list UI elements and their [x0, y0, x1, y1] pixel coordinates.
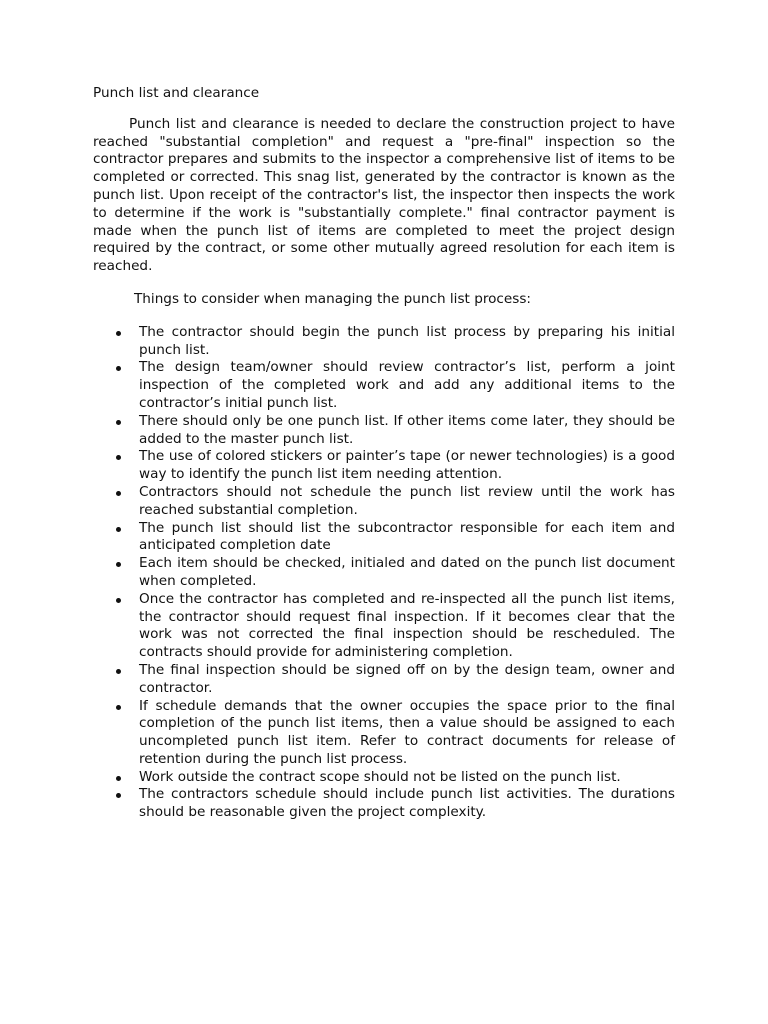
document-title: Punch list and clearance	[93, 85, 260, 101]
list-item	[93, 359, 675, 412]
list-item	[93, 413, 675, 449]
list-item-text: The final inspection should be signed off on by the design team, owner and contractor.	[139, 661, 675, 696]
bullet-icon	[116, 420, 121, 425]
bullet-icon	[116, 527, 121, 532]
list-item-text: The contractor should begin the punch list process by preparing his initial punch list.	[139, 323, 675, 358]
list-item-text: The contractors schedule should include punch list activities. The durations should be reasonable given the project complexity.	[139, 786, 675, 821]
document-page	[93, 85, 675, 822]
list-item-text: Contractors should not schedule the punch list review until the work has reached substantial completion.	[139, 483, 675, 518]
list-item-text: Once the contractor has completed and re-inspected all the punch list items, the contractor should request final inspection. If it becomes clear that the work was not corrected the final inspection should be rescheduled. The contracts should provide for administering completion.	[139, 590, 675, 661]
list-item-text: Work outside the contract scope should not be listed on the punch list.	[139, 768, 621, 785]
list-item-text: The use of colored stickers or painter’s tape (or newer technologies) is a good way to identify the punch list item needing attention.	[139, 448, 675, 483]
bullet-icon	[116, 491, 121, 496]
bullet-icon	[116, 793, 121, 798]
list-item	[93, 484, 675, 520]
bullet-icon	[116, 598, 121, 603]
bullet-icon	[116, 669, 121, 674]
bullet-icon	[116, 705, 121, 710]
list-item	[93, 591, 675, 662]
list-item-text: There should only be one punch list. If other items come later, they should be added to the master punch list.	[139, 412, 675, 447]
list-item	[93, 698, 675, 769]
list-item-text: The punch list should list the subcontractor responsible for each item and anticipated completion date	[139, 519, 675, 554]
list-item-text: If schedule demands that the owner occupies the space prior to the final completion of the punch list items, then a value should be assigned to each uncompleted punch list item. Refer to contract documents for release of retention during the punch list process.	[139, 697, 675, 767]
list-lead-in: Things to consider when managing the punch list process:	[134, 290, 532, 307]
list-item	[93, 448, 675, 484]
bullet-icon	[116, 562, 121, 567]
list-item-text: The design team/owner should review contractor’s list, perform a joint inspection of the completed work and add any additional items to the contractor’s initial punch list.	[139, 359, 675, 411]
list-item-text: Each item should be checked, initialed and dated on the punch list document when completed.	[139, 555, 675, 589]
bullet-list	[93, 324, 675, 822]
bullet-icon	[116, 455, 121, 460]
intro-paragraph: Punch list and clearance is needed to declare the construction project to have reached "substantial completion" and request a "pre-final" inspection so the contractor prepares and submits to the inspector a comprehensive list of items to be completed or corrected. This snag list, generated by the contractor is known as the punch list. Upon receipt of the contractor's list, the inspector then inspects the work to determine if the work is "substantially complete." final contractor payment is made when the punch list of items are completed to meet the project design required by the contract, or some other mutually agreed resolution for each item is reached.	[93, 115, 675, 275]
list-item	[93, 769, 675, 787]
bullet-icon	[116, 331, 121, 336]
list-item	[93, 324, 675, 360]
list-item	[93, 555, 675, 591]
bullet-icon	[116, 366, 121, 371]
list-item	[93, 520, 675, 556]
list-item	[93, 786, 675, 822]
list-item	[93, 662, 675, 698]
bullet-icon	[116, 776, 121, 781]
